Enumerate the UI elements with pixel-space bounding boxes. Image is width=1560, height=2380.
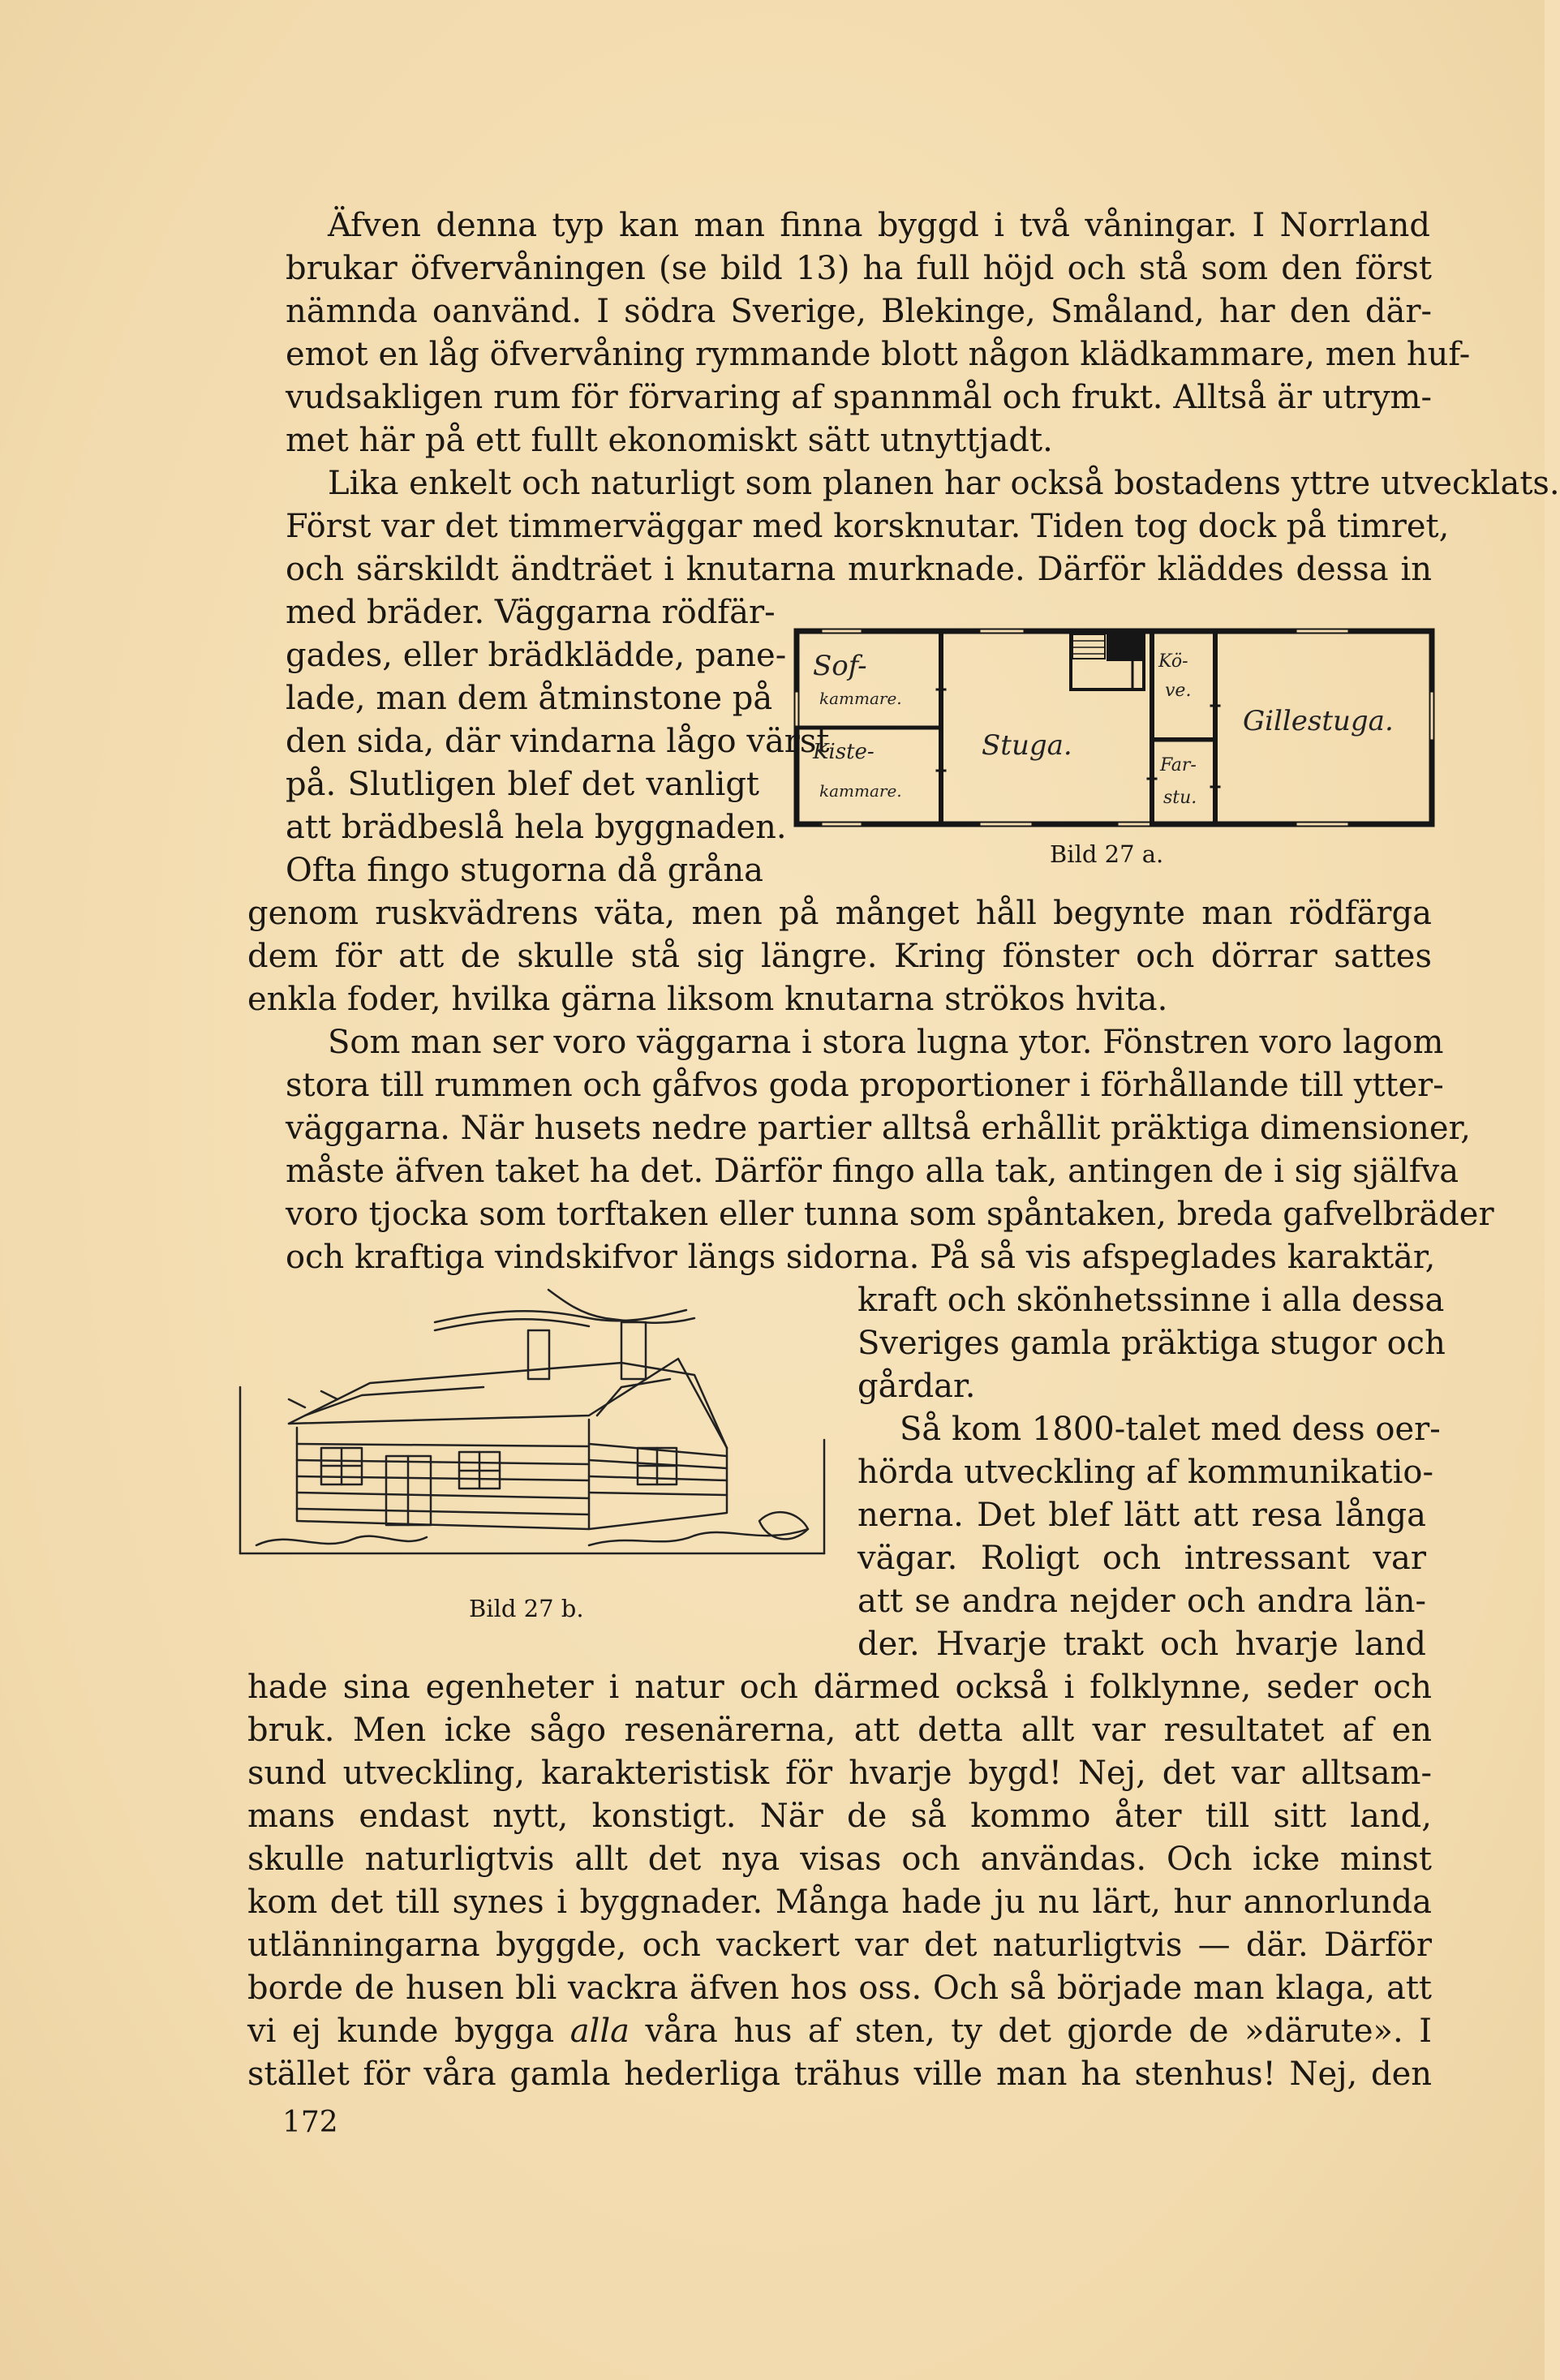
floor-plan-figure [779,616,1444,860]
label-kistekammare-1: Kiste- [813,740,875,764]
text-line: och särskildt ändträet i knutarna murknade. Därför kläddes dessa in [286,551,1432,588]
text-line: mans endast nytt, konstigt. När de så kommo åter till sitt land, [247,1798,1432,1835]
emphasis-word: alla [569,2013,630,2050]
text-line: genom ruskvädrens väta, men på månget håll begynte man rödfärga [247,895,1432,932]
label-sofkammare-1: Sof- [813,650,867,682]
text-line: hade sina egenheter i natur och därmed också i folklynne, seder och [247,1669,1432,1706]
text-line: med bräder. Väggarna rödfär- [286,594,776,631]
text-line: nerna. Det blef lätt att resa långa [857,1497,1426,1534]
label-stuga: Stuga. [982,729,1072,762]
text-line: Äfven denna typ kan man finna byggd i två våningar. I Norrland [328,207,1430,244]
text-line: voro tjocka som torftaken eller tunna som spåntaken, breda gafvelbräder [286,1196,1494,1233]
page-number: 172 [282,2106,338,2139]
text-line: Ofta fingo stugorna då gråna [286,852,763,889]
text-span: vi ej kunde bygga [247,2013,570,2050]
text-span: våra hus af sten, ty det gjorde de »därute». I [629,2013,1432,2050]
text-line: stora till rummen och gåfvos goda proportioner i förhållande till ytter- [286,1067,1444,1104]
label-gillestuga: Gillestuga. [1243,705,1394,737]
text-line: Så kom 1800-talet med dess oer- [900,1411,1441,1448]
text-line: sund utveckling, karakteristisk för hvarje bygd! Nej, det var alltsam- [247,1755,1432,1792]
text-line: Lika enkelt och naturligt som planen har också bostadens yttre utvecklats. [328,465,1560,502]
text-line: stället för våra gamla hederliga trähus ville man ha stenhus! Nej, den [247,2056,1432,2093]
text-line: och kraftiga vindskifvor längs sidorna. På så vis afspeglades karaktär, [286,1239,1436,1276]
text-line: vägar. Roligt och intressant var [857,1540,1426,1577]
text-line: kom det till synes i byggnader. Många hade ju nu lärt, hur annorlunda [247,1884,1432,1921]
text-line: met här på ett fullt ekonomiskt sätt utnyttjadt. [286,422,1053,459]
text-line: lade, man dem åtminstone på [286,680,773,717]
caption-27a: Bild 27 a. [1050,840,1164,868]
text-line: Som man ser voro väggarna i stora lugna ytor. Fönstren voro lagom [328,1024,1444,1061]
text-line: borde de husen bli vackra äfven hos oss. Och så började man klaga, att [247,1970,1432,2007]
text-line: skulle naturligtvis allt det nya visas och användas. Och icke minst [247,1841,1432,1878]
text-line: gårdar. [857,1368,976,1405]
text-line: hörda utveckling af kommunikatio- [857,1454,1433,1491]
label-sofkammare-2: kammare. [819,689,902,708]
label-farstu-1: Far- [1160,755,1197,775]
text-line: Sveriges gamla präktiga stugor och [857,1325,1446,1362]
text-line: gades, eller brädklädde, pane- [286,637,787,674]
text-line: att se andra nejder och andra län- [857,1583,1426,1620]
text-line: nämnda oanvänd. I södra Sverige, Blekinge, Småland, har den där- [286,293,1432,330]
text-line: emot en låg öfvervåning rymmande blott någon klädkammare, men huf- [286,336,1471,373]
label-kistekammare-2: kammare. [819,781,902,801]
text-line: der. Hvarje trakt och hvarje land [857,1626,1426,1663]
label-kove-2: ve. [1165,681,1192,701]
house-sketch-figure [240,1286,824,1582]
text-line [247,2010,1432,2052]
text-line: den sida, där vindarna lågo värst [286,723,830,760]
text-line: väggarna. När husets nedre partier alltså erhållit präktiga dimensioner, [286,1110,1471,1147]
text-line: enkla foder, hvilka gärna liksom knutarna strökos hvita. [247,981,1168,1018]
text-line: på. Slutligen blef det vanligt [286,766,759,803]
text-line: brukar öfvervåningen (se bild 13) ha full höjd och stå som den först [286,250,1432,287]
text-line: måste äfven taket ha det. Därför fingo alla tak, antingen de i sig själfva [286,1153,1459,1190]
text-line: kraft och skönhetssinne i alla dessa [857,1282,1445,1319]
text-line: bruk. Men icke sågo resenärerna, att detta allt var resultatet af en [247,1712,1432,1749]
text-line: utlänningarna byggde, och vackert var det naturligtvis — där. Därför [247,1927,1432,1964]
caption-27b: Bild 27 b. [469,1595,584,1622]
text-line: Först var det timmerväggar med korsknutar. Tiden tog dock på timret, [286,508,1450,545]
text-line: dem för att de skulle stå sig längre. Kring fönster och dörrar sattes [247,938,1432,975]
text-line: att brädbeslå hela byggnaden. [286,809,787,846]
text-line: vudsakligen rum för förvaring af spannmål och frukt. Alltså är utrym- [286,379,1432,416]
label-kove-1: Kö- [1158,651,1188,672]
label-farstu-2: stu. [1163,788,1197,808]
